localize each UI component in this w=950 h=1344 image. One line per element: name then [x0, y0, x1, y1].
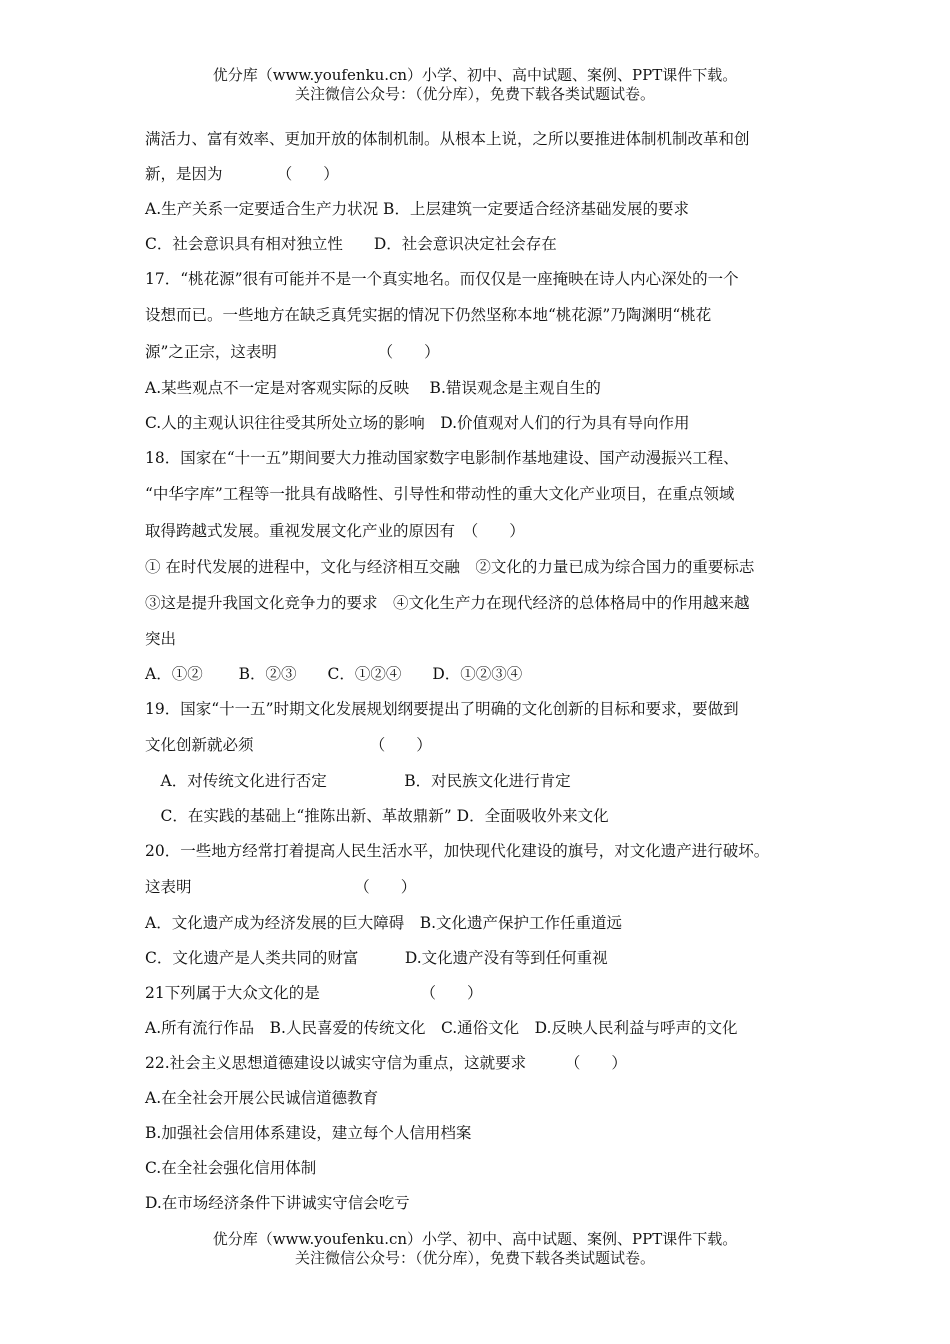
- text-line: 设想而已。一些地方在缺乏真凭实据的情况下仍然坚称本地“桃花源”乃陶渊明“桃花: [145, 306, 712, 324]
- option-line: A.某些观点不一定是对客观实际的反映 B.错误观念是主观自生的: [145, 379, 601, 397]
- option-line: A．文化遗产成为经济发展的巨大障碍 B.文化遗产保护工作任重道远: [145, 914, 623, 932]
- footer-line-2: 关注微信公众号：（优分库），免费下载各类试题试卷。: [294, 1249, 655, 1267]
- option-line: A.在全社会开展公民诚信道德教育: [145, 1089, 379, 1107]
- exam-content: [145, 122, 825, 1221]
- option-line: ③这是提升我国文化竞争力的要求 ④文化生产力在现代经济的总体格局中的作用越来越: [145, 594, 750, 612]
- option-line: B.加强社会信用体系建设，建立每个人信用档案: [145, 1124, 472, 1142]
- question-22-line: 22.社会主义思想道德建设以诚实守信为重点，这就要求 （ ）: [145, 1054, 627, 1072]
- header-line-1: 优分库（www.youfenku.cn）小学、初中、高中试题、案例、PPT课件下载。: [212, 66, 738, 84]
- question-20-line: 20．一些地方经常打着提高人民生活水平，加快现代化建设的旗号，对文化遗产进行破坏。: [145, 842, 770, 860]
- question-19-line: 19．国家“十一五”时期文化发展规划纲要提出了明确的文化创新的目标和要求，要做到: [145, 700, 739, 718]
- text-line: 这表明 （ ）: [145, 878, 417, 896]
- text-line: 新，是因为 （ ）: [145, 165, 339, 183]
- footer-line-1: 优分库（www.youfenku.cn）小学、初中、高中试题、案例、PPT课件下载。: [212, 1230, 738, 1248]
- option-line: C.在全社会强化信用体制: [145, 1159, 317, 1177]
- option-line: C．文化遗产是人类共同的财富 D.文化遗产没有等到任何重视: [145, 949, 608, 967]
- option-line: C.人的主观认识往往受其所处立场的影响 D.价值观对人们的行为具有导向作用: [145, 414, 690, 432]
- option-line: D.在市场经济条件下讲诚实守信会吃亏: [145, 1194, 410, 1212]
- text-line: 源”之正宗，这表明 （ ）: [145, 343, 440, 361]
- text-line: “中华字库”工程等一批具有战略性、引导性和带动性的重大文化产业项目，在重点领域: [145, 485, 735, 503]
- option-line: ① 在时代发展的进程中，文化与经济相互交融 ②文化的力量已成为综合国力的重要标志: [145, 558, 755, 576]
- header-line-2: 关注微信公众号：（优分库），免费下载各类试题试卷。: [294, 85, 655, 103]
- text-line: 取得跨越式发展。重视发展文化产业的原因有 （ ）: [145, 522, 525, 540]
- option-line: A．①② B．②③ C．①②④ D．①②③④: [145, 665, 523, 683]
- option-line: A.所有流行作品 B.人民喜爱的传统文化 C.通俗文化 D.反映人民利益与呼声的文化: [145, 1019, 738, 1037]
- page-header: [0, 66, 950, 104]
- text-line: C．社会意识具有相对独立性 D．社会意识决定社会存在: [145, 235, 557, 253]
- question-17-line: 17．“桃花源”很有可能并不是一个真实地名。而仅仅是一座掩映在诗人内心深处的一个: [145, 270, 739, 288]
- question-18-line: 18．国家在“十一五”期间要大力推动国家数字电影制作基地建设、国产动漫振兴工程、: [145, 449, 739, 467]
- option-line: A．对传统文化进行否定 B．对民族文化进行肯定: [145, 772, 571, 790]
- page-footer: [0, 1230, 950, 1268]
- text-line: A.生产关系一定要适合生产力状况 B．上层建筑一定要适合经济基础发展的要求: [145, 200, 689, 218]
- text-line: 文化创新就必须 （ ）: [145, 736, 432, 754]
- text-line: 满活力、富有效率、更加开放的体制机制。从根本上说，之所以要推进体制机制改革和创: [145, 130, 750, 148]
- question-21-line: 21下列属于大众文化的是 （ ）: [145, 984, 483, 1002]
- option-line: C．在实践的基础上“推陈出新、革故鼎新” D．全面吸收外来文化: [145, 807, 609, 825]
- option-line: 突出: [145, 630, 177, 648]
